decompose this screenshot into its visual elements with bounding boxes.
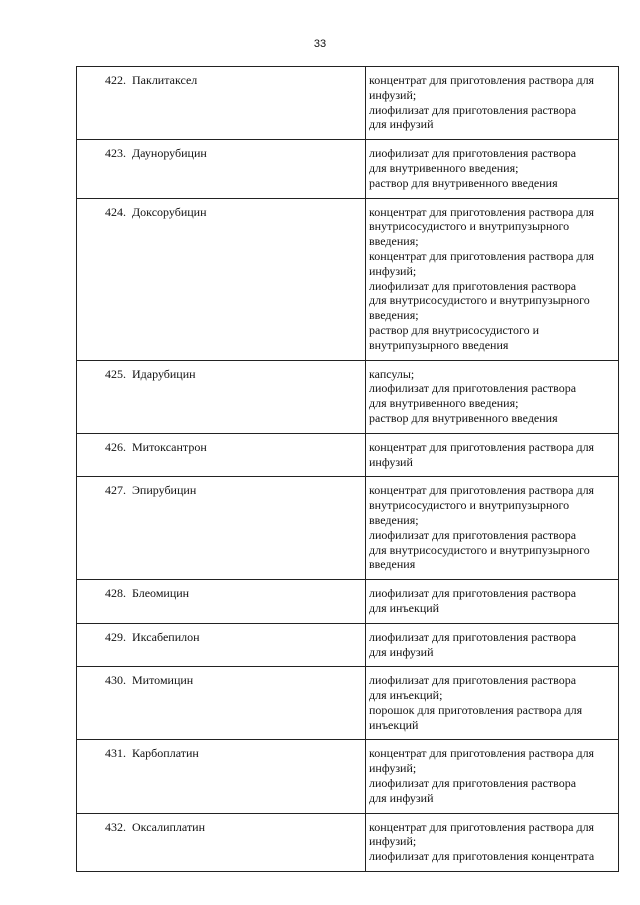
dosage-form-line: концентрат для приготовления раствора для [369, 248, 595, 263]
drug-name: Митоксантрон [129, 433, 366, 477]
row-number: 426. [77, 433, 130, 477]
dosage-forms [366, 360, 619, 433]
dosage-form-line: концентрат для приготовления раствора для [369, 746, 595, 761]
dosage-form-line: введения; [369, 512, 419, 527]
dosage-form-line: лиофилизат для приготовления концентрата [369, 849, 595, 864]
dosage-form-line: инфузий; [369, 761, 417, 776]
dosage-form-line: лиофилизат для приготовления раствора [369, 146, 577, 161]
dosage-form-line: введения [369, 557, 416, 572]
dosage-form-line: лиофилизат для приготовления раствора [369, 278, 577, 293]
table-row [77, 67, 619, 140]
drug-name: Идарубицин [129, 360, 366, 433]
dosage-form-line: концентрат для приготовления раствора для [369, 483, 595, 498]
dosage-form-line: концентрат для приготовления раствора для [369, 439, 595, 454]
table-row [77, 477, 619, 580]
drug-name: Паклитаксел [129, 67, 366, 140]
dosage-form-line: лиофилизат для приготовления раствора [369, 586, 577, 601]
dosage-form-line: для инфузий [369, 790, 434, 805]
dosage-forms [366, 198, 619, 360]
drug-name: Даунорубицин [129, 140, 366, 198]
table-row [77, 813, 619, 871]
dosage-form-line: раствор для внутривенного введения [369, 410, 558, 425]
dosage-form-line: внутрисосудистого и внутрипузырного [369, 219, 570, 234]
dosage-form-line: инфузий; [369, 263, 417, 278]
dosage-form-line: раствор для внутрисосудистого и [369, 322, 540, 337]
row-number: 424. [77, 198, 130, 360]
dosage-form-line: инъекций [369, 717, 419, 732]
dosage-form-line: внутрисосудистого и внутрипузырного [369, 498, 570, 513]
drug-name: Карбоплатин [129, 740, 366, 813]
dosage-form-line: лиофилизат для приготовления раствора [369, 527, 577, 542]
drug-name: Митомицин [129, 667, 366, 740]
table-row [77, 140, 619, 198]
dosage-form-line: для инъекций [369, 600, 440, 615]
dosage-form-line: лиофилизат для приготовления раствора [369, 776, 577, 791]
dosage-form-line: лиофилизат для приготовления раствора [369, 102, 577, 117]
table-row [77, 667, 619, 740]
dosage-form-line: введения; [369, 234, 419, 249]
row-number: 427. [77, 477, 130, 580]
dosage-forms [366, 67, 619, 140]
dosage-form-line: для инфузий [369, 644, 434, 659]
table-row [77, 580, 619, 624]
dosage-forms [366, 623, 619, 667]
table-row [77, 433, 619, 477]
table-row [77, 740, 619, 813]
row-number: 423. [77, 140, 130, 198]
dosage-forms [366, 813, 619, 871]
dosage-forms [366, 140, 619, 198]
table-row [77, 198, 619, 360]
drug-table-body [77, 67, 619, 872]
dosage-form-line: для внутривенного введения; [369, 396, 519, 411]
dosage-forms [366, 667, 619, 740]
dosage-form-line: лиофилизат для приготовления раствора [369, 673, 577, 688]
dosage-form-line: концентрат для приготовления раствора для [369, 204, 595, 219]
row-number: 429. [77, 623, 130, 667]
drug-name: Эпирубицин [129, 477, 366, 580]
dosage-forms [366, 580, 619, 624]
dosage-form-line: для внутривенного введения; [369, 160, 519, 175]
dosage-form-line: внутрипузырного введения [369, 337, 509, 352]
row-number: 432. [77, 813, 130, 871]
dosage-forms [366, 433, 619, 477]
dosage-form-line: для инъекций; [369, 688, 443, 703]
dosage-forms [366, 740, 619, 813]
dosage-form-line: концентрат для приготовления раствора для [369, 819, 595, 834]
dosage-form-line: для инфузий [369, 117, 434, 132]
dosage-form-line: лиофилизат для приготовления раствора [369, 381, 577, 396]
dosage-form-line: концентрат для приготовления раствора для [369, 73, 595, 87]
drug-name: Блеомицин [129, 580, 366, 624]
drug-table [76, 66, 619, 872]
dosage-form-line: лиофилизат для приготовления раствора [369, 629, 577, 644]
table-row [77, 623, 619, 667]
dosage-form-line: раствор для внутривенного введения [369, 175, 558, 190]
dosage-form-line: капсулы; [369, 366, 415, 381]
row-number: 430. [77, 667, 130, 740]
dosage-form-line: для внутрисосудистого и внутрипузырного [369, 542, 590, 557]
table-row [77, 360, 619, 433]
drug-name: Иксабепилон [129, 623, 366, 667]
dosage-form-line: инфузий; [369, 834, 417, 849]
dosage-form-line: порошок для приготовления раствора для [369, 702, 583, 717]
row-number: 431. [77, 740, 130, 813]
dosage-forms [366, 477, 619, 580]
drug-name: Доксорубицин [129, 198, 366, 360]
dosage-form-line: инфузий [369, 454, 413, 469]
dosage-form-line: введения; [369, 308, 419, 323]
drug-name: Оксалиплатин [129, 813, 366, 871]
row-number: 428. [77, 580, 130, 624]
dosage-form-line: инфузий; [369, 87, 417, 102]
row-number: 422. [77, 67, 130, 140]
page-number: 33 [313, 38, 327, 50]
dosage-form-line: для внутрисосудистого и внутрипузырного [369, 293, 590, 308]
row-number: 425. [77, 360, 130, 433]
